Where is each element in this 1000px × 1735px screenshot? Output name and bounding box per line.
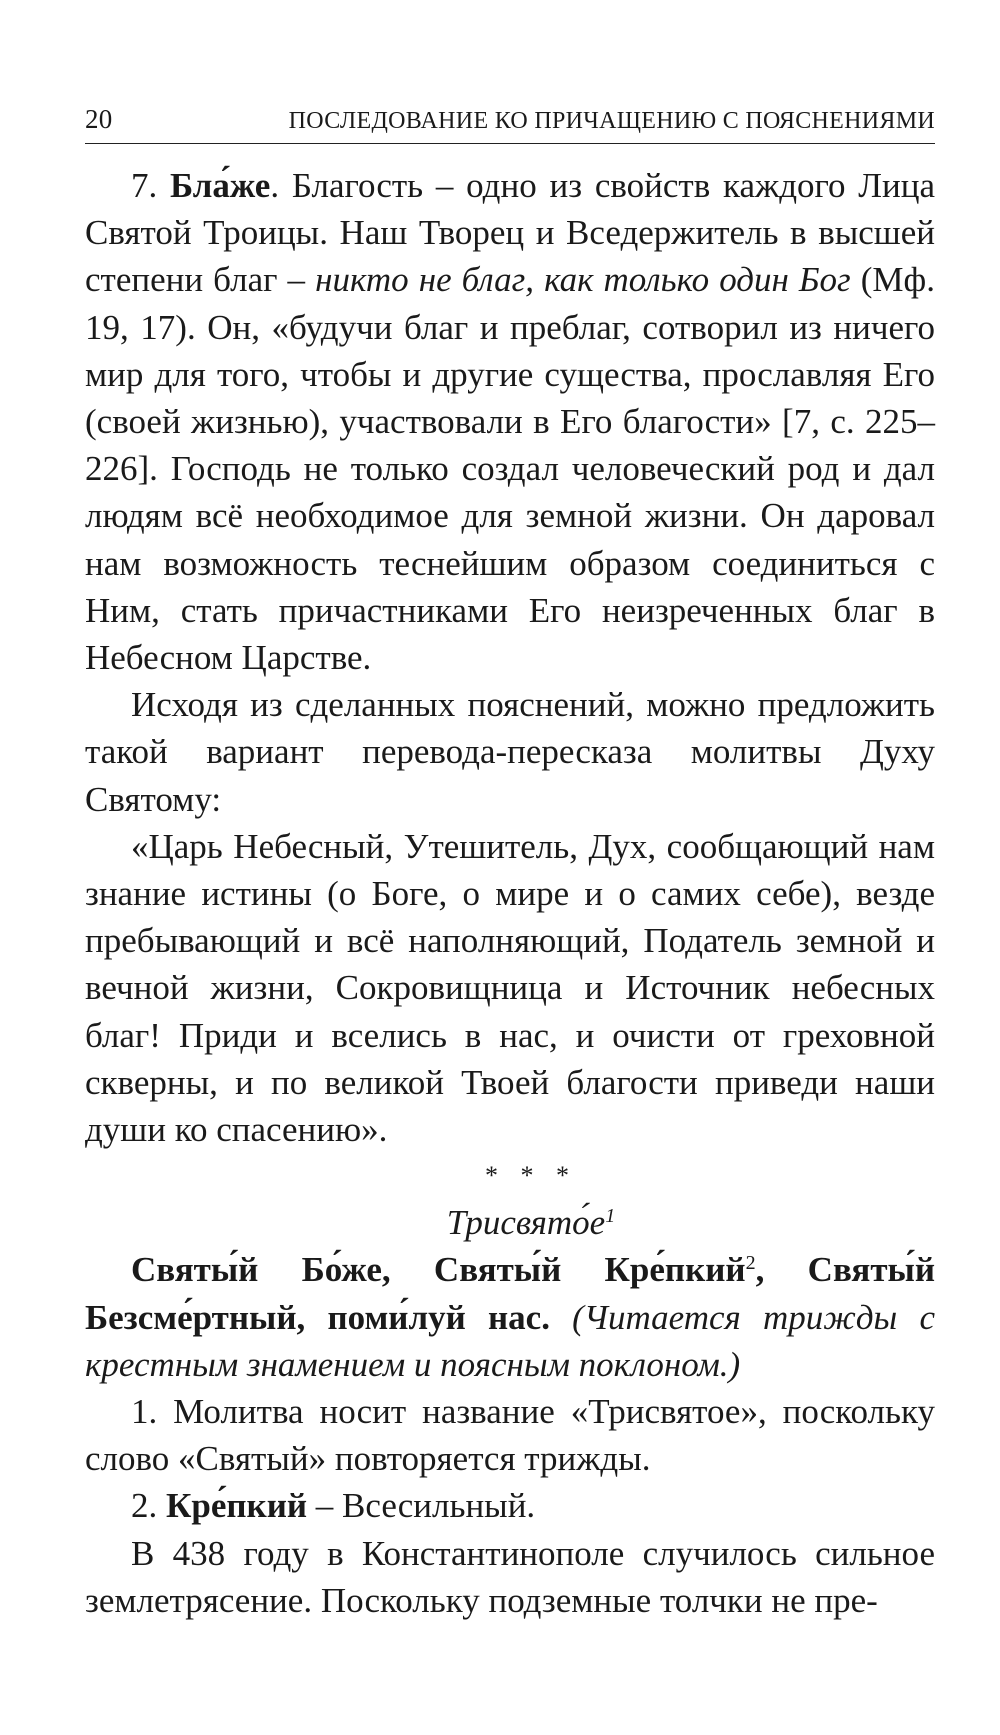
paragraph-text: (Мф. 19, 17). Он, «будучи благ и преблаг, сотворил из ничего мир для того, чтобы и другие существа, прославляя Его (своей жизнью), участвовали в Его благости» [7, с. 225–226]. Господь не только создал человеческий род и дал людям всё необходимое для земной жизни. Он даровал нам возможность теснейшим образом соединиться с Ним, стать причастниками Его неизреченных благ в Небесном Царстве. — [85, 260, 935, 678]
prayer-rubric: (Читается трижды с крестным знамением и поясным поклоном.) — [85, 1297, 936, 1384]
paragraph-history: В 438 году в Константинополе случилось сильное землетрясение. Поскольку подземные толчки не пре- — [85, 1533, 935, 1620]
item-number: 7. — [131, 166, 171, 205]
header-rule — [85, 143, 935, 144]
paragraph-intro-translation: Исходя из сделанных пояснений, можно предложить такой вариант перевода-пересказа молитвы Духу Святому: — [85, 685, 935, 819]
page-number: 20 — [85, 104, 113, 134]
paragraph-prayer-translation: «Царь Небесный, Утешитель, Дух, сообщающий нам знание истины (о Боге, о мире и о самих себе), везде пребывающий и всё наполняющий, Податель земной и вечной жизни, Сокровищница и Источник небесных благ! Приди и вселись в нас, и очисти от греховной скверны, и по великой Твоей благости приведи наши души ко спасению». — [85, 826, 935, 1150]
footnote-ref: 2 — [745, 1252, 756, 1275]
note-2 — [85, 1482, 935, 1529]
paragraph-blazhe — [85, 162, 935, 681]
prayer-text — [85, 1246, 935, 1388]
page-body — [85, 162, 935, 1624]
note-1: 1. Молитва носит название «Трисвятое», поскольку слово «Святый» повторяется трижды. — [85, 1392, 935, 1479]
footnote-ref: 1 — [605, 1205, 616, 1228]
running-title: ПОСЛЕДОВАНИЕ КО ПРИЧАЩЕНИЮ С ПОЯСНЕНИЯМИ — [288, 108, 935, 134]
section-title — [85, 1199, 935, 1246]
page-header — [85, 104, 935, 135]
term-blazhe: Бла́же — [170, 166, 271, 205]
prayer-bold-part: , Святы́й Безсме́ртный, поми́луй нас. — [85, 1250, 936, 1337]
paragraph-text: . Благость – одно из свойств каждого Лица Святой Троицы. Наш Творец и Вседержитель в высшей степени благ – — [85, 166, 935, 300]
item-number: 2. — [131, 1486, 166, 1526]
note-text: – Всесильный. — [307, 1486, 536, 1526]
term-krepkiy: Кре́пкий — [166, 1486, 308, 1526]
scripture-quote: никто не благ, как только один Бог — [315, 260, 851, 300]
section-title-text: Трисвято́е — [446, 1203, 606, 1243]
prayer-bold-part: Святы́й Бо́же, Святы́й Кре́пкий — [131, 1250, 746, 1290]
section-divider: * * * — [485, 1161, 577, 1191]
